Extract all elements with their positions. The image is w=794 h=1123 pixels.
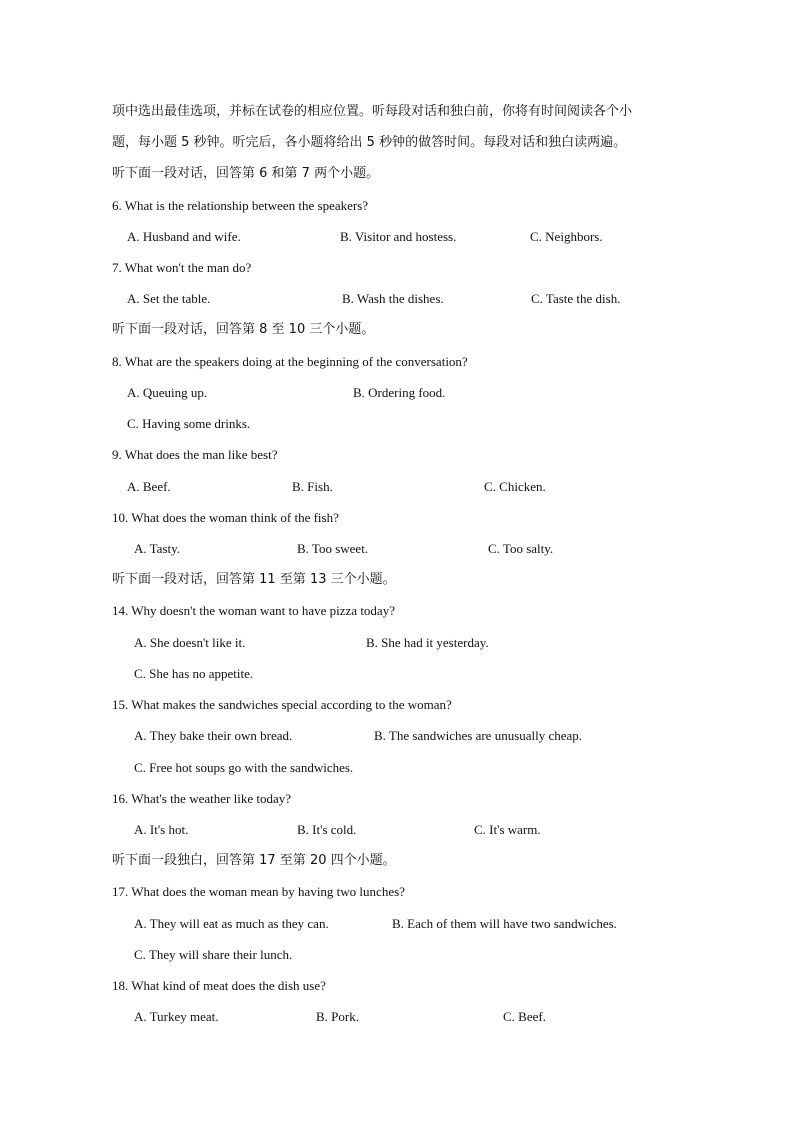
intro-line: 题，每小题 5 秒钟。听完后，各小题将给出 5 秒钟的做答时间。每段对话和独白读两遍。 — [112, 135, 627, 150]
option-c: C. Too salty. — [488, 541, 554, 556]
section-heading: 听下面一段对话，回答第 11 至第 13 三个小题。 — [112, 572, 396, 587]
question-text: 7. What won't the man do? — [112, 260, 252, 275]
option-c: C. Beef. — [503, 1009, 546, 1024]
option-a: A. Husband and wife. — [127, 229, 241, 244]
section-heading: 听下面一段独白，回答第 17 至第 20 四个小题。 — [112, 853, 396, 868]
option-a: A. They will eat as much as they can. — [134, 916, 329, 931]
option-a: A. Set the table. — [127, 291, 211, 306]
option-c: C. She has no appetite. — [134, 666, 254, 681]
question-text: 16. What's the weather like today? — [112, 791, 291, 806]
option-b: B. She had it yesterday. — [366, 635, 489, 650]
option-b: B. Wash the dishes. — [342, 291, 444, 306]
option-b: B. Pork. — [316, 1009, 359, 1024]
option-b: B. Fish. — [292, 479, 333, 494]
option-c: C. Having some drinks. — [127, 416, 251, 431]
section-heading: 听下面一段对话，回答第 8 至 10 三个小题。 — [112, 322, 375, 337]
question-text: 18. What kind of meat does the dish use? — [112, 978, 326, 993]
option-b: B. Each of them will have two sandwiches. — [392, 916, 617, 931]
question-text: 14. Why doesn't the woman want to have pizza today? — [112, 603, 395, 618]
option-a: A. They bake their own bread. — [134, 728, 293, 743]
question-text: 15. What makes the sandwiches special according to the woman? — [112, 697, 452, 712]
question-text: 17. What does the woman mean by having two lunches? — [112, 884, 405, 899]
option-a: A. Queuing up. — [127, 385, 208, 400]
option-a: A. She doesn't like it. — [134, 635, 246, 650]
option-b: B. Too sweet. — [297, 541, 369, 556]
option-c: C. They will share their lunch. — [134, 947, 293, 962]
option-b: B. The sandwiches are unusually cheap. — [374, 728, 583, 743]
option-b: B. It's cold. — [297, 822, 357, 837]
question-text: 9. What does the man like best? — [112, 447, 278, 462]
option-a: A. Beef. — [127, 479, 171, 494]
question-text: 10. What does the woman think of the fish? — [112, 510, 339, 525]
option-a: A. It's hot. — [134, 822, 189, 837]
option-c: C. It's warm. — [474, 822, 541, 837]
intro-line: 项中选出最佳选项，并标在试卷的相应位置。听每段对话和独白前，你将有时间阅读各个小 — [112, 104, 633, 119]
section-heading: 听下面一段对话，回答第 6 和第 7 两个小题。 — [112, 166, 380, 181]
option-c: C. Taste the dish. — [531, 291, 621, 306]
option-c: C. Free hot soups go with the sandwiches. — [134, 760, 354, 775]
option-c: C. Chicken. — [484, 479, 546, 494]
option-c: C. Neighbors. — [530, 229, 603, 244]
option-a: A. Turkey meat. — [134, 1009, 219, 1024]
question-text: 6. What is the relationship between the speakers? — [112, 198, 369, 213]
question-text: 8. What are the speakers doing at the beginning of the conversation? — [112, 354, 468, 369]
option-b: B. Visitor and hostess. — [340, 229, 457, 244]
option-b: B. Ordering food. — [353, 385, 446, 400]
option-a: A. Tasty. — [134, 541, 181, 556]
